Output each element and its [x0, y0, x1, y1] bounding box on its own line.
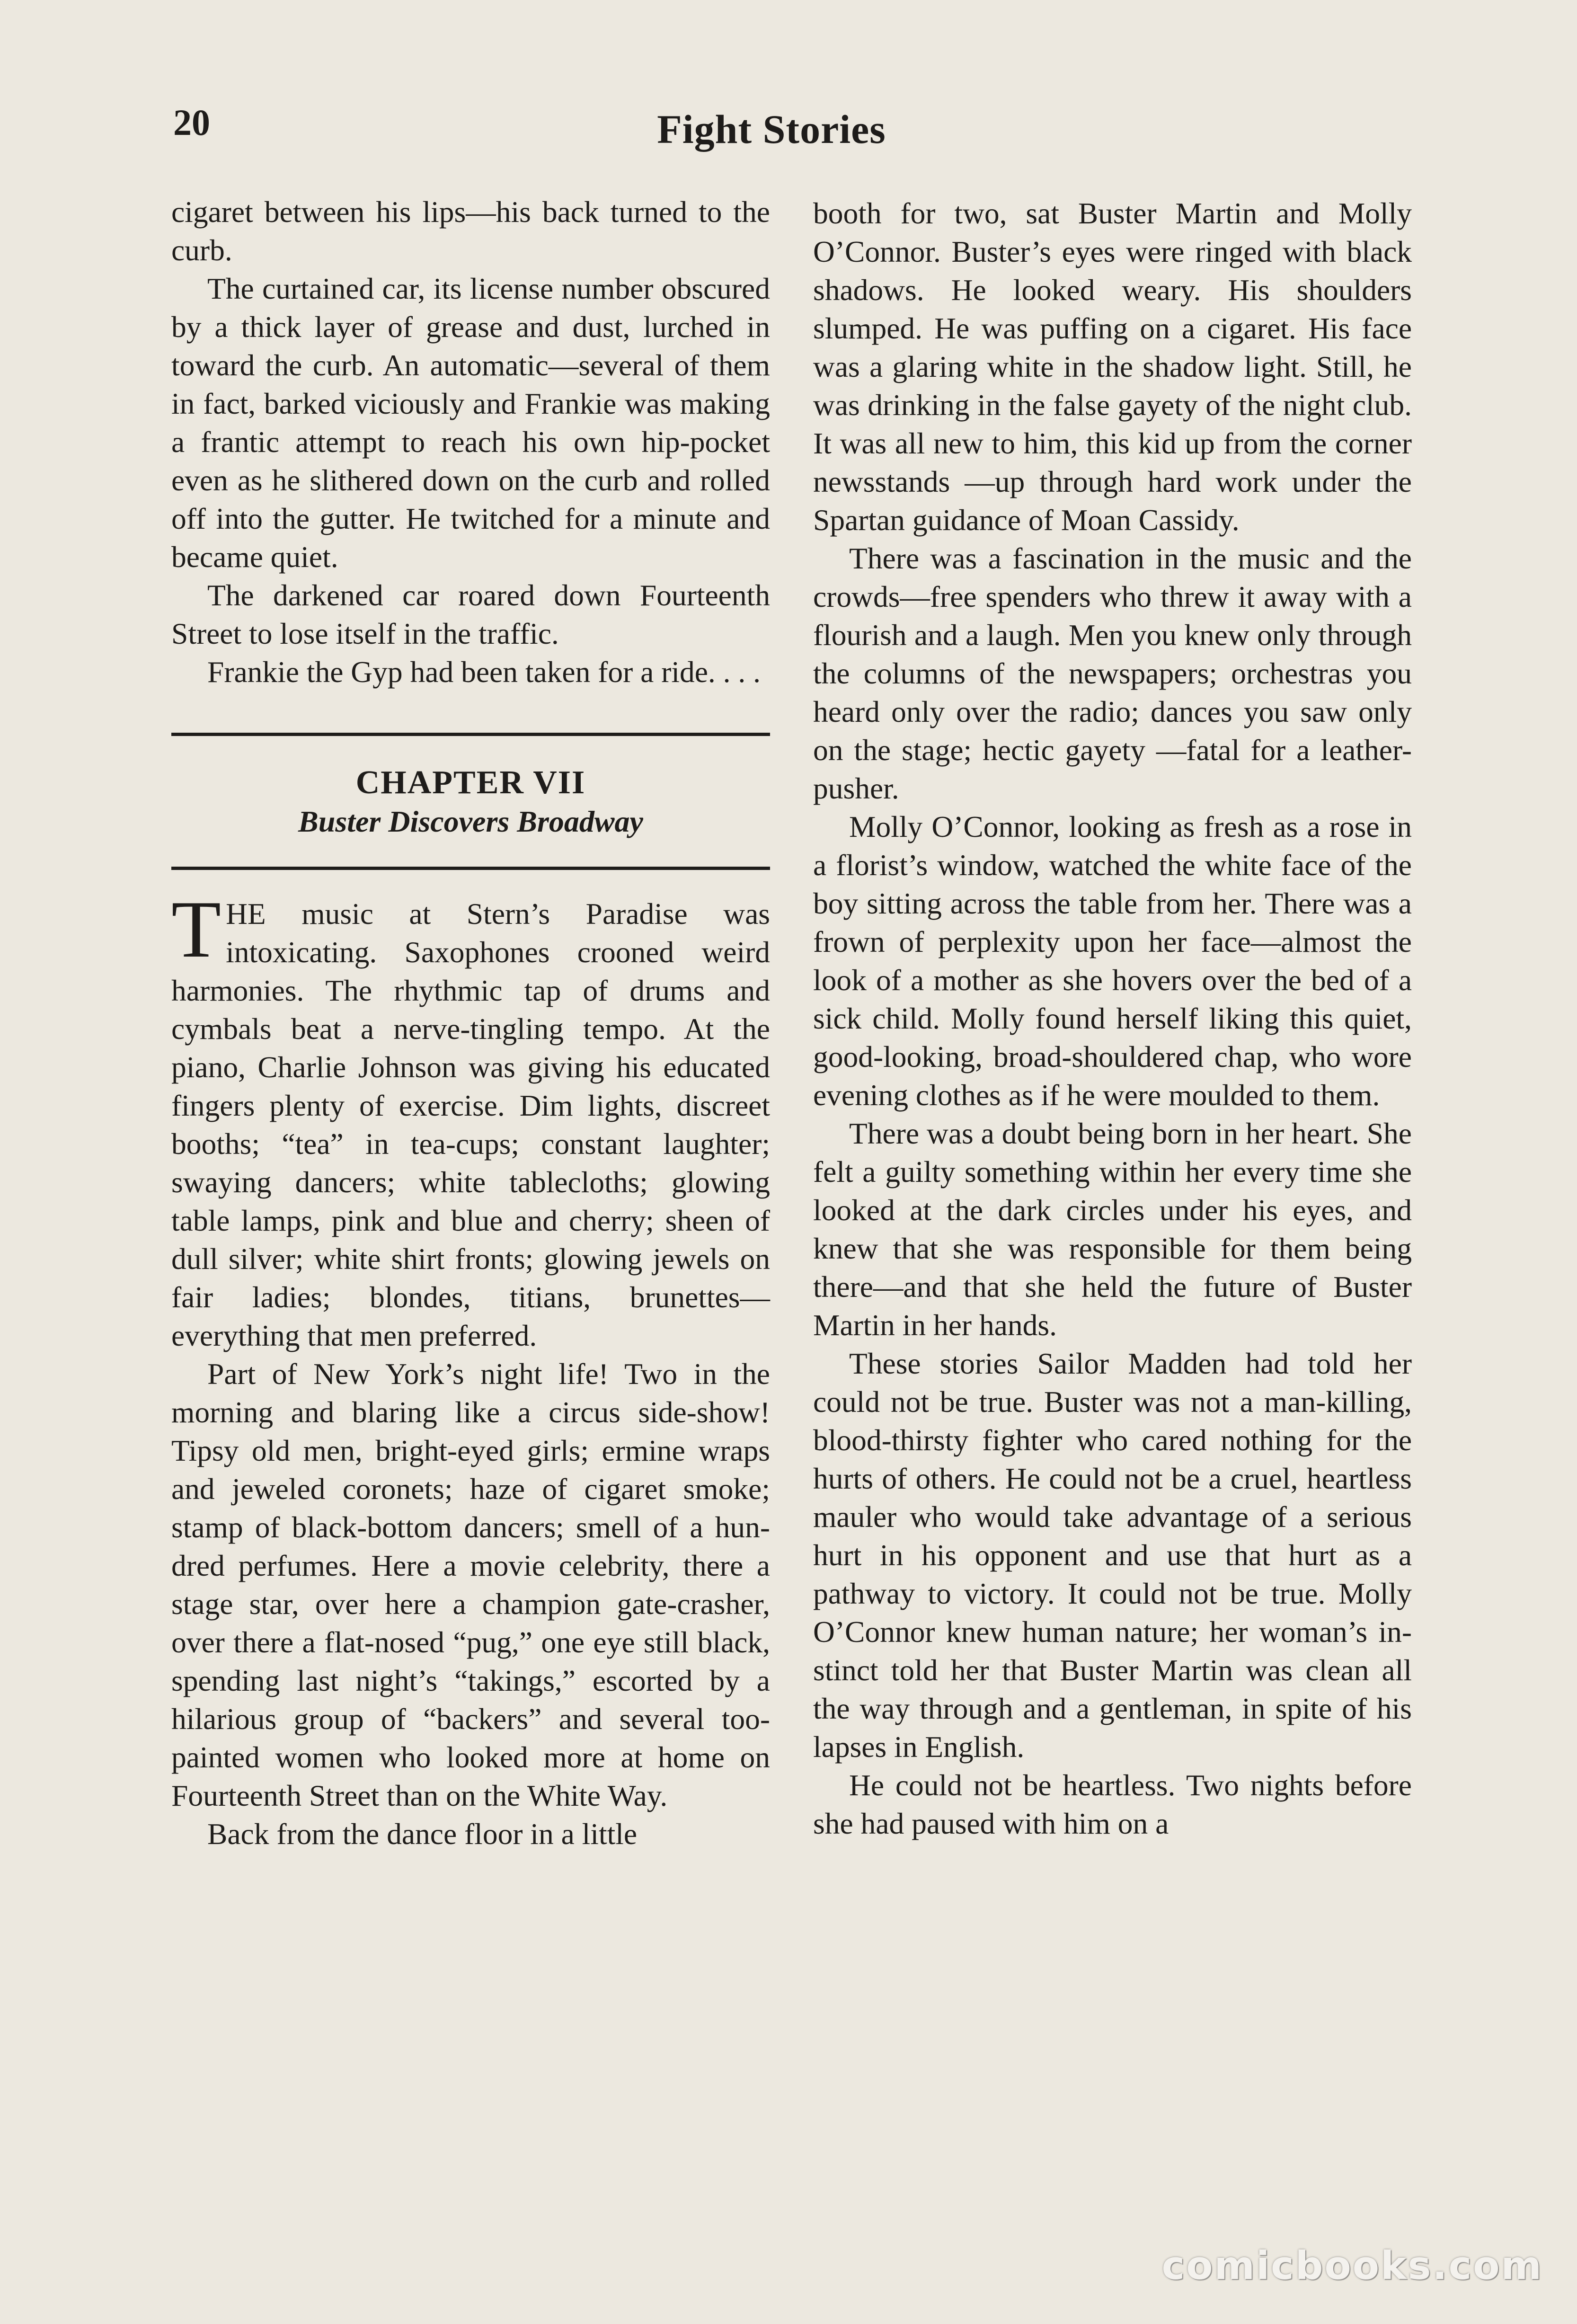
chapter-opening-paragraph — [171, 885, 770, 1355]
paragraph: These stories Sailor Madden had told her could not be true. Buster was not a man-killing, blood-thirsty fighter who cared nothing for the hurts of others. He could not be a cruel, heartless mauler who would take advantage of a serious hurt in his opponent and use that hurt as a pathway to victory. It could not be true. Molly O’Connor knew human nature; her woman’s instinct told her that Buster Martin was clean all the way through and a gentleman, in spite of his lapses in English. — [813, 1347, 1412, 1764]
paragraph: The curtained car, its license number obscured by a thick layer of grease and dust, lurched in toward the curb. An automatic—several of them in fact, barked viciously and Frankie was making a frantic attempt to reach his own hip-pocket even as he slithered down on the curb and rolled off into the gutter. He twitched for a minute and became quiet. — [171, 272, 770, 574]
paragraph: The darkened car roared down Fourteenth Street to lose itself in the traffic. — [171, 578, 770, 650]
chapter-subtitle: Buster Discovers Broadway — [298, 805, 643, 838]
paragraph: There was a fascination in the music and the crowds—free spenders who threw it away with a flourish and a laugh. Men you knew only through the columns of the newspapers; orchestras you heard only over the radio; dances you saw only on the stage; hectic gayety —fatal for a leather-pusher. — [813, 541, 1412, 805]
opening-text: HE music at Stern’s Paradise was intoxicating. Saxophones crooned weird harmonies. The rhythmic tap of drums and cymbals beat a nerve-tingling tempo. At the piano, Charlie Johnson was giving his educated fingers plenty of exercise. Dim lights, discreet booths; “tea” in tea-cups; constant laughter; swaying dancers; white tablecloths; glowing table lamps, pink and blue and cherry; sheen of dull silver; white shirt fronts; glowing jewels on fair ladies; blondes, titians, brunettes—everything that men preferred. — [171, 897, 770, 1352]
left-column — [171, 193, 770, 1853]
paragraph: booth for two, sat Buster Martin and Molly O’Connor. Buster’s eyes were ringed with black shadows. He looked weary. His shoulders slumped. He was puffing on a cigaret. His face was a glaring white in the shadow light. Still, he was drinking in the false gayety of the night club. It was all new to him, this kid up from the corner newsstands —up through hard work under the Spartan guidance of Moan Cassidy. — [813, 196, 1412, 537]
paragraph: He could not be heartless. Two nights before she had paused with him on a — [813, 1768, 1412, 1840]
right-column — [813, 194, 1412, 1843]
watermark: comicbooks.com — [1161, 2244, 1543, 2289]
chapter-bottom-rule — [171, 867, 770, 870]
paragraph: Molly O’Connor, looking as fresh as a rose in a florist’s window, watched the white face of the boy sitting across the table from her. There was a frown of perplexity upon her face—almost the look of a mother as she hovers over the bed of a sick child. Molly found herself liking this quiet, good-looking, broad-shouldered chap, who wore evening clothes as if he were moulded to them. — [813, 810, 1412, 1112]
paragraph: There was a doubt being born in her heart. She felt a guilty something within her every time she looked at the dark circles under his eyes, and knew that she was responsible for them being there—and that she held the future of Buster Martin in her hands. — [813, 1117, 1412, 1342]
paragraph: Frankie the Gyp had been taken for a ride. . . . — [207, 655, 761, 689]
paragraph: Part of New York’s night life! Two in the morning and blaring like a circus side-show! Tipsy old men, bright-eyed girls; ermine wraps and jeweled coronets; haze of cigaret smoke; stamp of black-bottom dancers; smell of a hundred perfumes. Here a movie celebrity, there a stage star, over here a champion gate-crasher, over there a flat-nosed “pug,” one eye still black, spending last night’s “takings,” escorted by a hilarious group of “backers” and several too-painted women who looked more at home on Fourteenth Street than on the White Way. — [171, 1357, 770, 1812]
chapter-heading: CHAPTER VII — [355, 764, 586, 801]
chapter-top-rule — [171, 733, 770, 736]
paragraph: Back from the dance floor in a little — [207, 1817, 638, 1851]
running-head: Fight Stories — [657, 106, 886, 152]
page-number: 20 — [173, 102, 210, 143]
drop-cap: T — [171, 885, 221, 975]
paragraph: cigaret between his lips—his back turned to the curb. — [171, 195, 770, 267]
